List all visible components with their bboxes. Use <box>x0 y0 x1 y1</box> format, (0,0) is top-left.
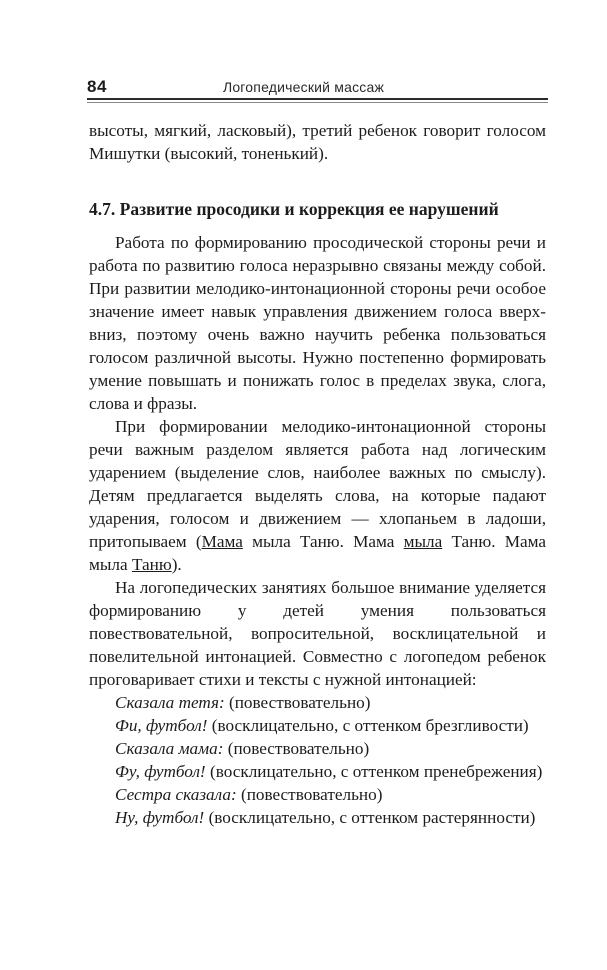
example-text-1: мыла Таню. Мама <box>242 532 404 551</box>
intro-paragraph <box>89 119 546 165</box>
poem-line <box>89 783 546 806</box>
page-number: 84 <box>87 77 107 96</box>
poem-line-note: (повествовательно) <box>224 693 371 712</box>
poem-line-note: (восклицательно, с оттенком растерянности) <box>204 808 536 827</box>
poem-line-italic: Сказала мама: <box>115 739 224 758</box>
poem-line-italic: Сказала тетя: <box>115 693 225 712</box>
poem-line <box>89 806 546 829</box>
example-text-2: Таню. Мама мыла <box>89 532 546 574</box>
poem-line-note: (восклицательно, с оттенком пренебрежения) <box>205 762 543 781</box>
paragraph-prosody: Работа по формированию просодической стороны речи и работа по развитию голоса неразрывно связаны между собой. При развитии мелодико-интонационной стороны речи особое значение имеет навык управления движением голоса вверх-вниз, поэтому очень важно научить ребенка пользоваться голосом различной высоты. Нужно постепенно формировать умение повышать и понижать голос в пределах звука, слога, слова и фразы. <box>89 233 546 413</box>
poem-line-note: (повествовательно) <box>223 739 370 758</box>
poem-line <box>89 737 546 760</box>
poem-line-italic: Сестра сказала: <box>115 785 237 804</box>
intro-text: высоты, мягкий, ласковый), третий ребенок говорит голосом Мишутки (высокий, тоненький). <box>89 121 546 163</box>
header-rule-thin <box>87 102 548 103</box>
poem-line <box>89 760 546 783</box>
header-rule-thick <box>87 98 548 100</box>
underlined-word-1: Мама <box>201 532 243 551</box>
poem-line <box>89 714 546 737</box>
poem-line-note: (повествовательно) <box>236 785 383 804</box>
poem-line-note: (восклицательно, с оттенком брезгливости) <box>207 716 529 735</box>
paragraph-logical-stress-text: При формировании мелодико-интонационной стороны речи важным разделом является работа над логическим ударением (выделение слов, наиболее важных по смыслу). Детям предлагается выделять слова, на которые падают ударения, голосом и движением — хлопаньем в ладоши, притопываем ( <box>89 417 546 551</box>
underlined-word-2: мыла <box>403 532 443 551</box>
paragraph-intonation: На логопедических занятиях большое внимание уделяется формированию у детей умения пользоваться повествовательной, вопросительной, восклицательной и повелительной интонацией. Совместно с логопедом ребенок проговаривает стихи и тексты с нужной интонацией: <box>89 578 546 689</box>
paragraph-logical-stress <box>89 415 546 576</box>
poem-line-italic: Ну, футбол! <box>115 808 205 827</box>
main-text <box>89 231 546 829</box>
section-heading: 4.7. Развитие просодики и коррекция ее нарушений <box>89 199 499 219</box>
poem-line <box>89 691 546 714</box>
poem-line-italic: Фи, футбол! <box>115 716 208 735</box>
poem-line-italic: Фу, футбол! <box>115 762 206 781</box>
underlined-word-3: Таню <box>131 555 172 574</box>
running-title: Логопедический массаж <box>222 79 385 95</box>
paragraph-ending: ). <box>171 555 182 574</box>
